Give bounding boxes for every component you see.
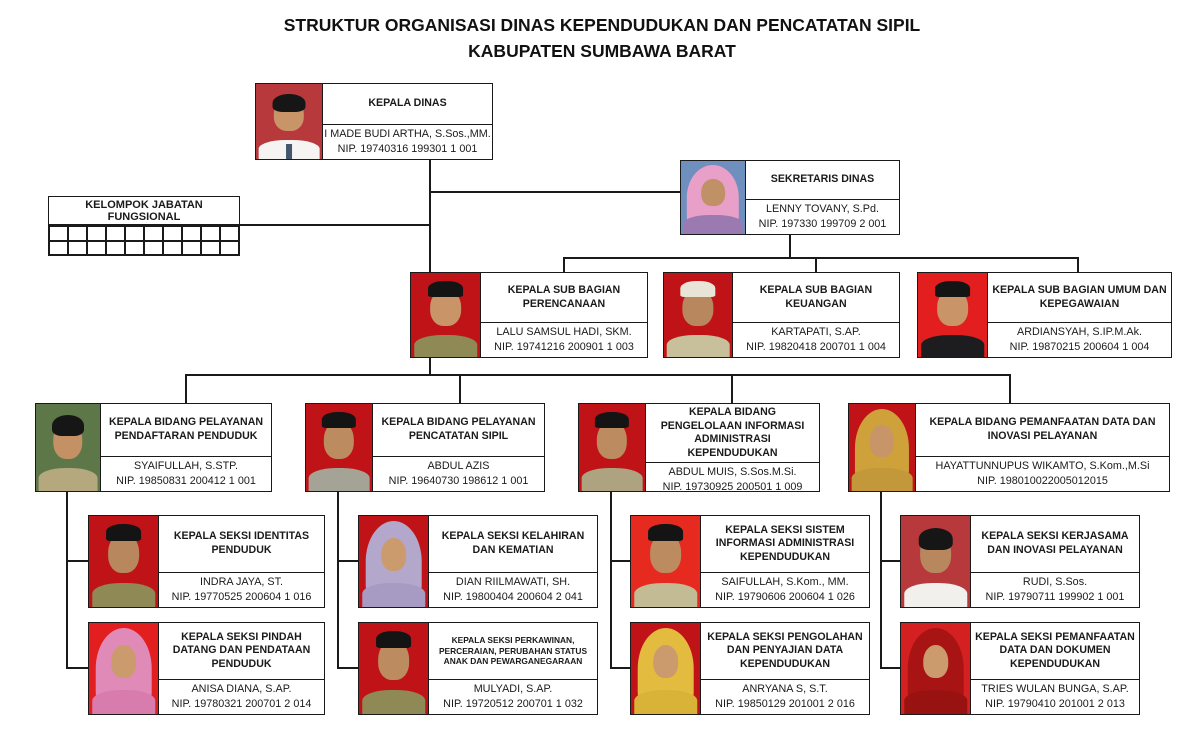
org-card-kasi-identitas-penduduk: [88, 515, 325, 608]
position-title: KEPALA SUB BAGIAN PERENCANAAN: [481, 273, 647, 323]
connector-line: [880, 667, 900, 669]
position-title: KEPALA SEKSI PERKAWINAN, PERCERAIAN, PERUBAHAN STATUS ANAK DAN PEWARGANEGARAAN: [429, 623, 597, 680]
functional-grid-cell: [49, 226, 68, 241]
person-name: RUDI, S.Sos.: [1022, 576, 1088, 588]
org-card-kabid-pendaftaran-penduduk: [35, 403, 272, 492]
org-card-kepala-dinas: [255, 83, 493, 160]
org-card-kasi-pemanfaatan-dokumen: [900, 622, 1140, 715]
functional-group-label: KELOMPOK JABATAN FUNGSIONAL: [85, 198, 203, 223]
connector-line: [563, 257, 1079, 259]
photo-kasubbag-perencanaan: [411, 273, 481, 357]
position-title: SEKRETARIS DINAS: [746, 161, 899, 200]
person-nip: NIP. 19780321 200701 2 014: [171, 698, 312, 710]
person-nip: NIP. 19741216 200901 1 003: [494, 341, 634, 353]
connector-line: [880, 492, 882, 669]
org-card-kasi-pindah-datang: [88, 622, 325, 715]
page-title: [0, 12, 1204, 64]
page-title-line2: KABUPATEN SUMBAWA BARAT: [468, 41, 736, 61]
position-title: KEPALA BIDANG PENGELOLAAN INFORMASI ADMINISTRASI KEPENDUDUKAN: [646, 404, 819, 463]
person-nip: NIP. 198010022005012015: [977, 475, 1108, 487]
connector-line: [185, 374, 187, 403]
position-title: KEPALA SUB BAGIAN UMUM DAN KEPEGAWAIAN: [988, 273, 1171, 323]
person-name: HAYATTUNNUPUS WIKAMTO, S.Kom.,M.Si: [935, 460, 1150, 472]
connector-line: [239, 224, 429, 226]
person-nip: NIP. 19770525 200604 1 016: [171, 591, 312, 603]
photo-kepala-dinas: [256, 84, 323, 159]
org-card-kasi-pengolahan-penyajian: [630, 622, 870, 715]
org-card-kasi-kelahiran-kematian: [358, 515, 598, 608]
org-card-kabid-pengelolaan-informasi: [578, 403, 820, 492]
photo-kasi-sistem-informasi: [631, 516, 701, 607]
functional-grid-cell: [201, 226, 220, 241]
connector-line: [563, 257, 565, 272]
person-name: ARDIANSYAH, S.IP.M.Ak.: [1017, 326, 1142, 338]
connector-line: [337, 492, 339, 669]
person-name: TRIES WULAN BUNGA, S.AP.: [981, 683, 1129, 695]
person-name: DIAN RIILMAWATI, SH.: [455, 576, 571, 588]
photo-sekretaris-dinas: [681, 161, 746, 234]
functional-grid-cell: [220, 241, 239, 256]
photo-kasi-pindah-datang: [89, 623, 159, 714]
position-title: KEPALA SEKSI PENGOLAHAN DAN PENYAJIAN DATA KEPENDUDUKAN: [701, 623, 869, 680]
functional-group-box: [48, 196, 240, 225]
person-nip: NIP. 19720512 200701 1 032: [443, 698, 583, 710]
photo-kasi-identitas-penduduk: [89, 516, 159, 607]
functional-grid-cell: [144, 241, 163, 256]
connector-line: [66, 492, 68, 669]
position-title: KEPALA SEKSI PEMANFAATAN DATA DAN DOKUMEN KEPENDUDUKAN: [971, 623, 1139, 680]
functional-grid-cell: [106, 226, 125, 241]
person-name: MULYADI, S.AP.: [473, 683, 553, 695]
functional-grid: [48, 225, 240, 256]
functional-grid-cell: [220, 226, 239, 241]
functional-grid-cell: [87, 241, 106, 256]
person-nip: NIP. 19870215 200604 1 004: [1009, 341, 1150, 353]
photo-kasi-kerjasama-inovasi: [901, 516, 971, 607]
org-card-kasubbag-keuangan: [663, 272, 900, 358]
person-nip: NIP. 19800404 200604 2 041: [443, 591, 583, 603]
org-card-kasubbag-umum-kepegawaian: [917, 272, 1172, 358]
page-title-line1: STRUKTUR ORGANISASI DINAS KEPENDUDUKAN DAN PENCATATAN SIPIL: [283, 15, 921, 35]
photo-kabid-pengelolaan-informasi: [579, 404, 646, 491]
functional-grid-cell: [163, 226, 182, 241]
connector-line: [610, 667, 630, 669]
person-nip: NIP. 197330 199709 2 001: [758, 218, 887, 230]
person-name: LALU SAMSUL HADI, SKM.: [496, 326, 632, 338]
person-name: SAIFULLAH, S.Kom., MM.: [721, 576, 849, 588]
person-name: KARTAPATI, S.AP.: [771, 326, 861, 338]
functional-grid-cell: [182, 226, 201, 241]
functional-grid-cell: [163, 241, 182, 256]
connector-line: [1077, 257, 1079, 272]
person-name: SYAIFULLAH, S.STP.: [133, 460, 238, 472]
person-nip: NIP. 19850129 201001 2 016: [715, 698, 855, 710]
org-card-kasi-kerjasama-inovasi: [900, 515, 1140, 608]
photo-kabid-pemanfaatan-data: [849, 404, 916, 491]
connector-line: [185, 374, 1011, 376]
functional-grid-cell: [68, 241, 87, 256]
person-name: ANRYANA S, S.T.: [742, 683, 828, 695]
person-nip: NIP. 19740316 199301 1 001: [337, 143, 478, 155]
photo-kabid-pencatatan-sipil: [306, 404, 373, 491]
person-nip: NIP. 19790711 199902 1 001: [985, 591, 1125, 603]
person-name: LENNY TOVANY, S.Pd.: [765, 203, 880, 215]
position-title: KEPALA DINAS: [323, 84, 492, 125]
person-nip: NIP. 19790606 200604 1 026: [715, 591, 855, 603]
position-title: KEPALA SUB BAGIAN KEUANGAN: [733, 273, 899, 323]
photo-kabid-pendaftaran-penduduk: [36, 404, 101, 491]
position-title: KEPALA SEKSI KELAHIRAN DAN KEMATIAN: [429, 516, 597, 573]
photo-kasi-pemanfaatan-dokumen: [901, 623, 971, 714]
person-name: ABDUL AZIS: [427, 460, 490, 472]
connector-line: [815, 257, 817, 272]
connector-line: [610, 492, 612, 669]
connector-line: [880, 560, 900, 562]
connector-line: [429, 191, 680, 193]
functional-grid-cell: [125, 226, 144, 241]
functional-grid-cell: [125, 241, 144, 256]
org-card-kabid-pemanfaatan-data: [848, 403, 1170, 492]
connector-line: [610, 560, 630, 562]
functional-grid-cell: [201, 241, 220, 256]
connector-line: [1009, 374, 1011, 403]
functional-grid-cell: [182, 241, 201, 256]
functional-grid-cell: [144, 226, 163, 241]
connector-line: [337, 667, 358, 669]
person-nip: NIP. 19640730 198612 1 001: [388, 475, 529, 487]
person-nip: NIP. 19850831 200412 1 001: [116, 475, 256, 487]
photo-kasubbag-keuangan: [664, 273, 733, 357]
connector-line: [459, 374, 461, 403]
org-card-kasubbag-perencanaan: [410, 272, 648, 358]
person-name: ANISA DIANA, S.AP.: [191, 683, 292, 695]
position-title: KEPALA BIDANG PEMANFAATAN DATA DAN INOVASI PELAYANAN: [916, 404, 1169, 457]
position-title: KEPALA SEKSI PINDAH DATANG DAN PENDATAAN PENDUDUK: [159, 623, 324, 680]
org-card-kasi-sistem-informasi: [630, 515, 870, 608]
connector-line: [66, 667, 88, 669]
person-nip: NIP. 19730925 200501 1 009: [662, 481, 803, 494]
functional-grid-cell: [87, 226, 106, 241]
person-name: I MADE BUDI ARTHA, S.Sos.,MM.: [324, 128, 491, 140]
functional-grid-cell: [68, 226, 87, 241]
org-card-kabid-pencatatan-sipil: [305, 403, 545, 492]
functional-grid-cell: [49, 241, 68, 256]
position-title: KEPALA BIDANG PELAYANAN PENDAFTARAN PENDUDUK: [101, 404, 271, 457]
position-title: KEPALA BIDANG PELAYANAN PENCATATAN SIPIL: [373, 404, 544, 457]
photo-kasi-kelahiran-kematian: [359, 516, 429, 607]
person-name: INDRA JAYA, ST.: [200, 576, 283, 588]
photo-kasi-pengolahan-penyajian: [631, 623, 701, 714]
position-title: KEPALA SEKSI KERJASAMA DAN INOVASI PELAYANAN: [971, 516, 1139, 573]
person-nip: NIP. 19790410 201001 2 013: [985, 698, 1125, 710]
connector-line: [337, 560, 358, 562]
position-title: KEPALA SEKSI SISTEM INFORMASI ADMINISTRASI KEPENDUDUKAN: [701, 516, 869, 573]
person-name: ABDUL MUIS, S.Sos.M.Si.: [668, 466, 797, 479]
photo-kasubbag-umum-kepegawaian: [918, 273, 988, 357]
org-card-sekretaris-dinas: [680, 160, 900, 235]
connector-line: [731, 374, 733, 403]
person-nip: NIP. 19820418 200701 1 004: [746, 341, 886, 353]
org-card-kasi-perkawinan-perceraian: [358, 622, 598, 715]
functional-grid-cell: [106, 241, 125, 256]
position-title: KEPALA SEKSI IDENTITAS PENDUDUK: [159, 516, 324, 573]
connector-line: [66, 560, 88, 562]
photo-kasi-perkawinan-perceraian: [359, 623, 429, 714]
connector-line: [789, 235, 791, 258]
